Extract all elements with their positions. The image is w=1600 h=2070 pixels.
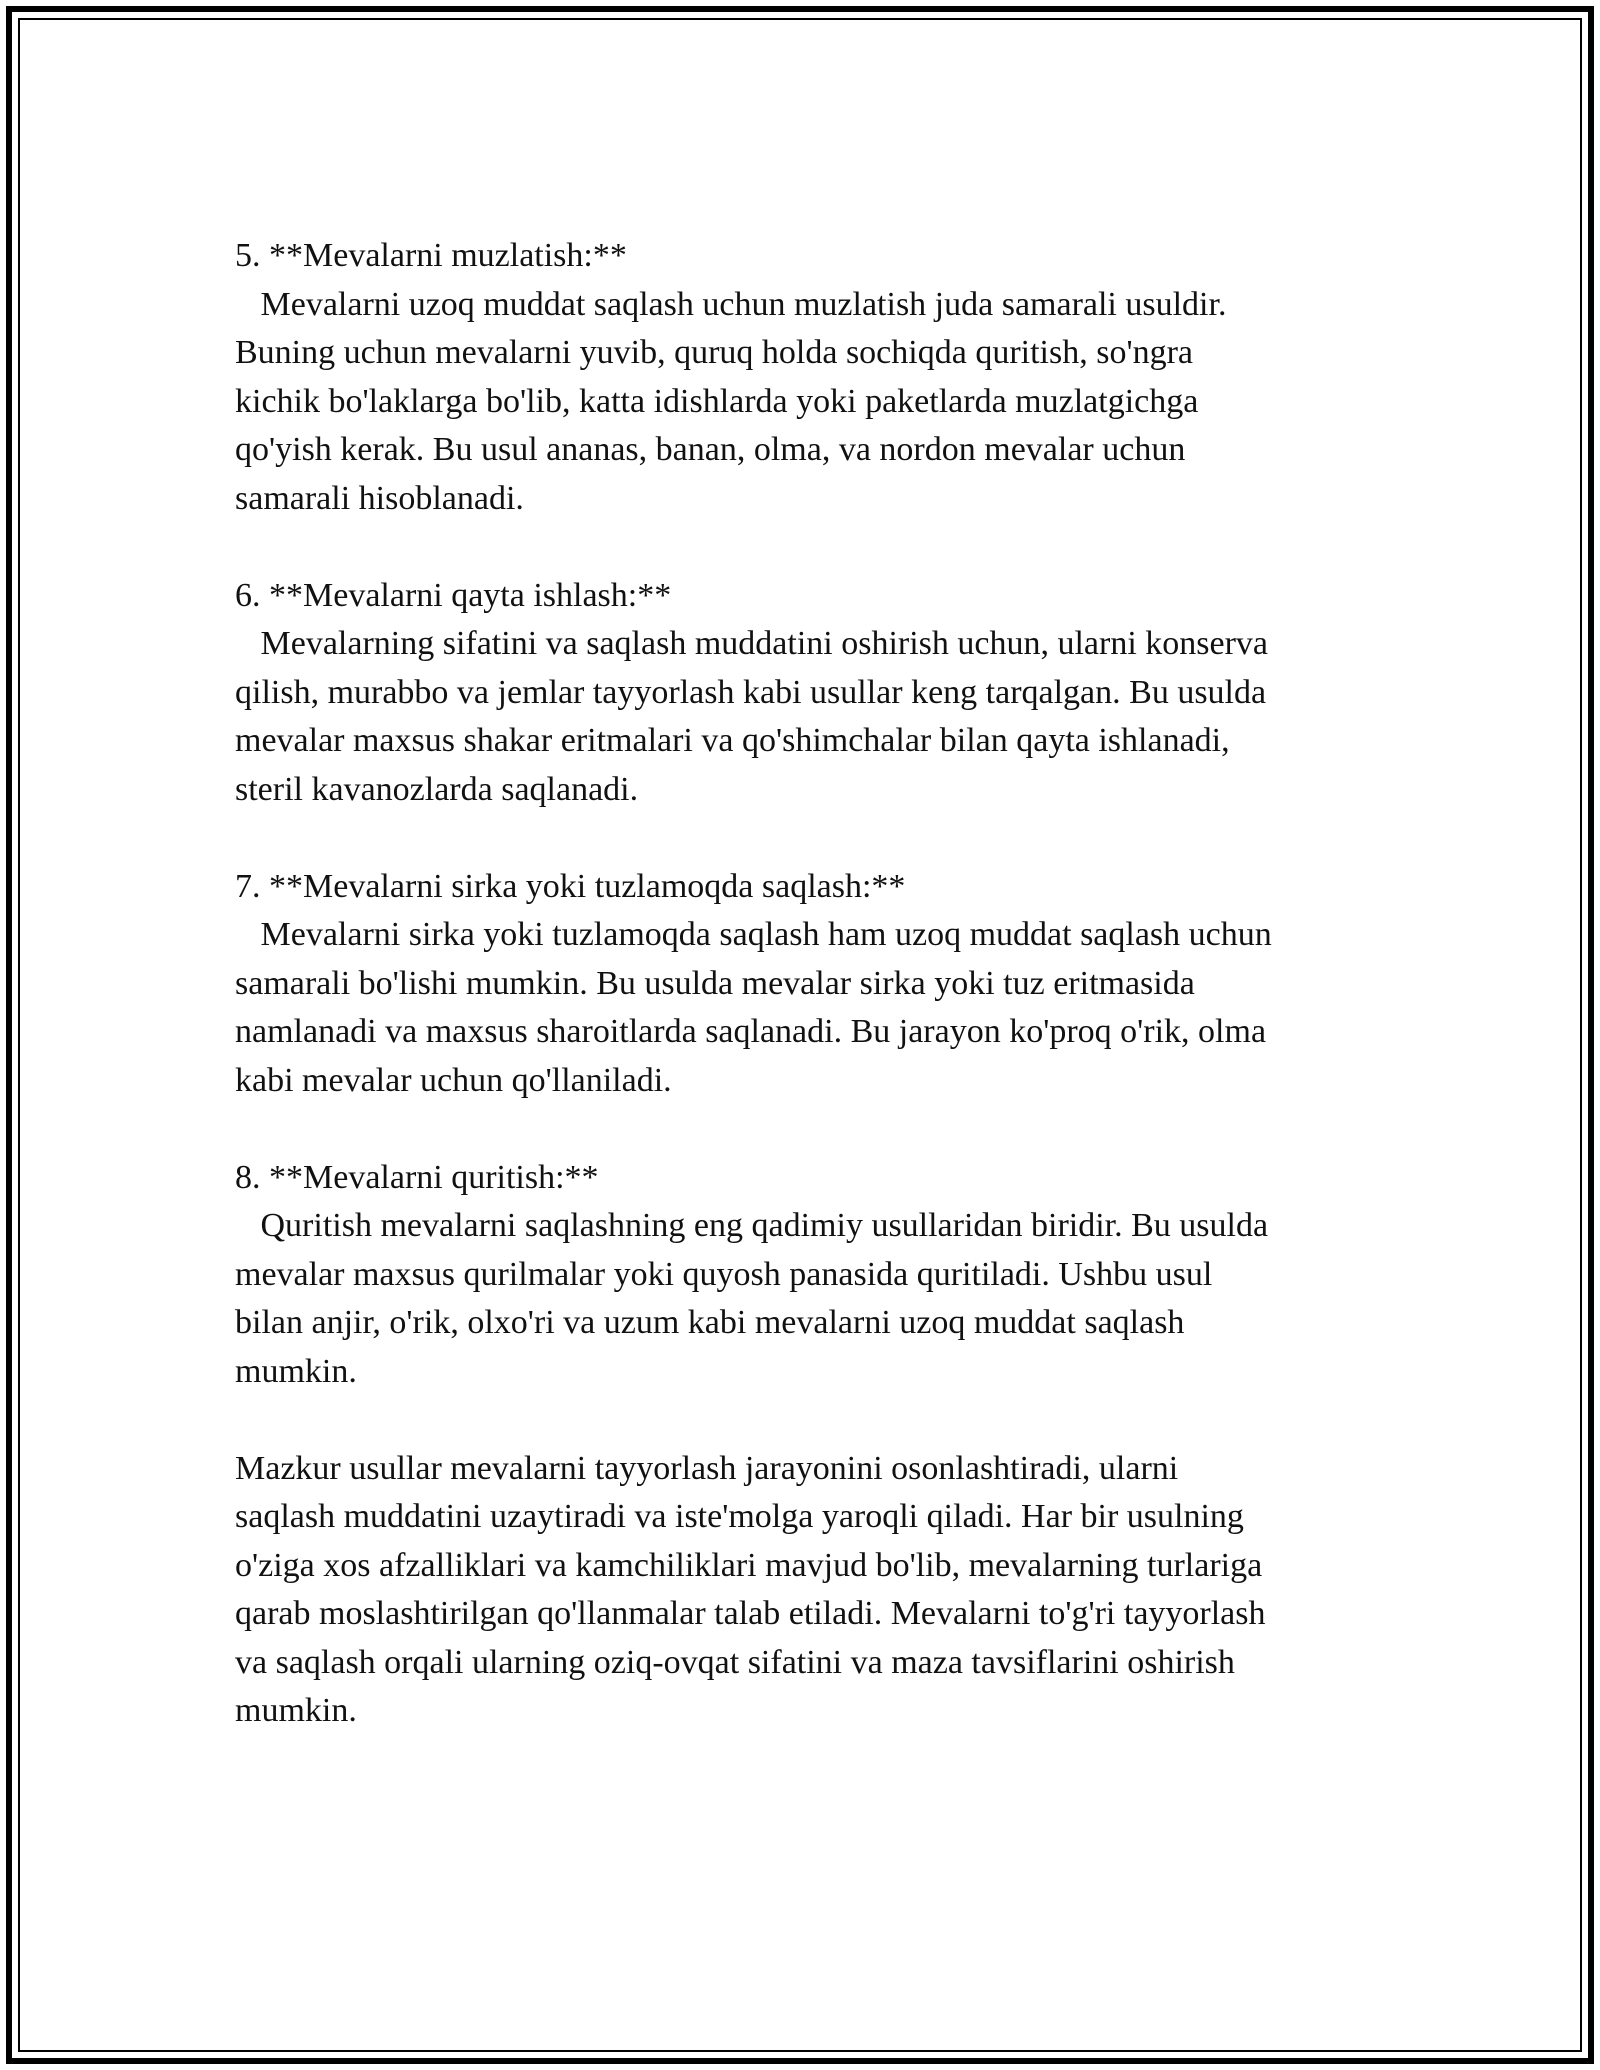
document-body — [235, 232, 1395, 1736]
paragraph-line: qo'yish kerak. Bu usul ananas, banan, olma, va nordon mevalar uchun — [235, 431, 1186, 468]
paragraph-line: mumkin. — [235, 1692, 357, 1729]
section-heading: 5. **Mevalarni muzlatish:** — [235, 237, 627, 274]
paragraph-line: steril kavanozlarda saqlanadi. — [235, 770, 639, 808]
paragraph-line: samarali bo'lishi mumkin. Bu usulda mevalar sirka yoki tuz eritmasida — [235, 964, 1195, 1002]
section-heading: 8. **Mevalarni quritish:** — [235, 1158, 599, 1196]
paragraph-line: Mevalarning sifatini va saqlash muddatini oshirish uchun, ularni konserva — [235, 625, 1269, 662]
paragraph-line: kichik bo'laklarga bo'lib, katta idishlarda yoki paketlarda muzlatgichga — [235, 382, 1199, 420]
paragraph-line: Mevalarni uzoq muddat saqlash uchun muzlatish juda samarali usuldir. — [235, 285, 1227, 323]
paragraph-line: o'ziga xos afzalliklari va kamchiliklari mavjud bo'lib, mevalarning turlariga — [235, 1546, 1263, 1584]
paragraph-line: Mevalarni sirka yoki tuzlamoqda saqlash ham uzoq muddat saqlash uchun — [235, 916, 1272, 953]
paragraph-line: samarali hisoblanadi. — [235, 479, 524, 517]
paragraph-line: qilish, murabbo va jemlar tayyorlash kabi usullar keng tarqalgan. Bu usulda — [235, 673, 1267, 711]
paragraph-line: mevalar maxsus shakar eritmalari va qo'shimchalar bilan qayta ishlanadi, — [235, 722, 1230, 759]
section-processing — [235, 572, 1395, 815]
paragraph-line: kabi mevalar uchun qo'llaniladi. — [235, 1061, 672, 1099]
paragraph-line: Mazkur usullar mevalarni tayyorlash jarayonini osonlashtiradi, ularni — [235, 1449, 1179, 1487]
paragraph-line: mevalar maxsus qurilmalar yoki quyosh panasida quritiladi. Ushbu usul — [235, 1255, 1213, 1293]
section-drying — [235, 1154, 1395, 1397]
closing-paragraph — [235, 1445, 1395, 1736]
paragraph-line: Buning uchun mevalarni yuvib, quruq holda sochiqda quritish, so'ngra — [235, 334, 1193, 371]
section-pickling — [235, 863, 1395, 1106]
section-heading: 7. **Mevalarni sirka yoki tuzlamoqda saqlash:** — [235, 867, 906, 905]
paragraph-line: bilan anjir, o'rik, olxo'ri va uzum kabi mevalarni uzoq muddat saqlash — [235, 1304, 1185, 1341]
section-heading: 6. **Mevalarni qayta ishlash:** — [235, 576, 672, 614]
paragraph-line: saqlash muddatini uzaytiradi va iste'molga yaroqli qiladi. Har bir usulning — [235, 1498, 1244, 1535]
paragraph-line: va saqlash orqali ularning oziq-ovqat sifatini va maza tavsiflarini oshirish — [235, 1643, 1235, 1681]
paragraph-line: mumkin. — [235, 1352, 357, 1390]
paragraph-line: qarab moslashtirilgan qo'llanmalar talab etiladi. Mevalarni to'g'ri tayyorlash — [235, 1595, 1266, 1632]
paragraph-line: namlanadi va maxsus sharoitlarda saqlanadi. Bu jarayon ko'proq o'rik, olma — [235, 1013, 1267, 1050]
section-freezing — [235, 232, 1395, 523]
paragraph-line: Quritish mevalarni saqlashning eng qadimiy usullaridan biridir. Bu usulda — [235, 1207, 1269, 1244]
